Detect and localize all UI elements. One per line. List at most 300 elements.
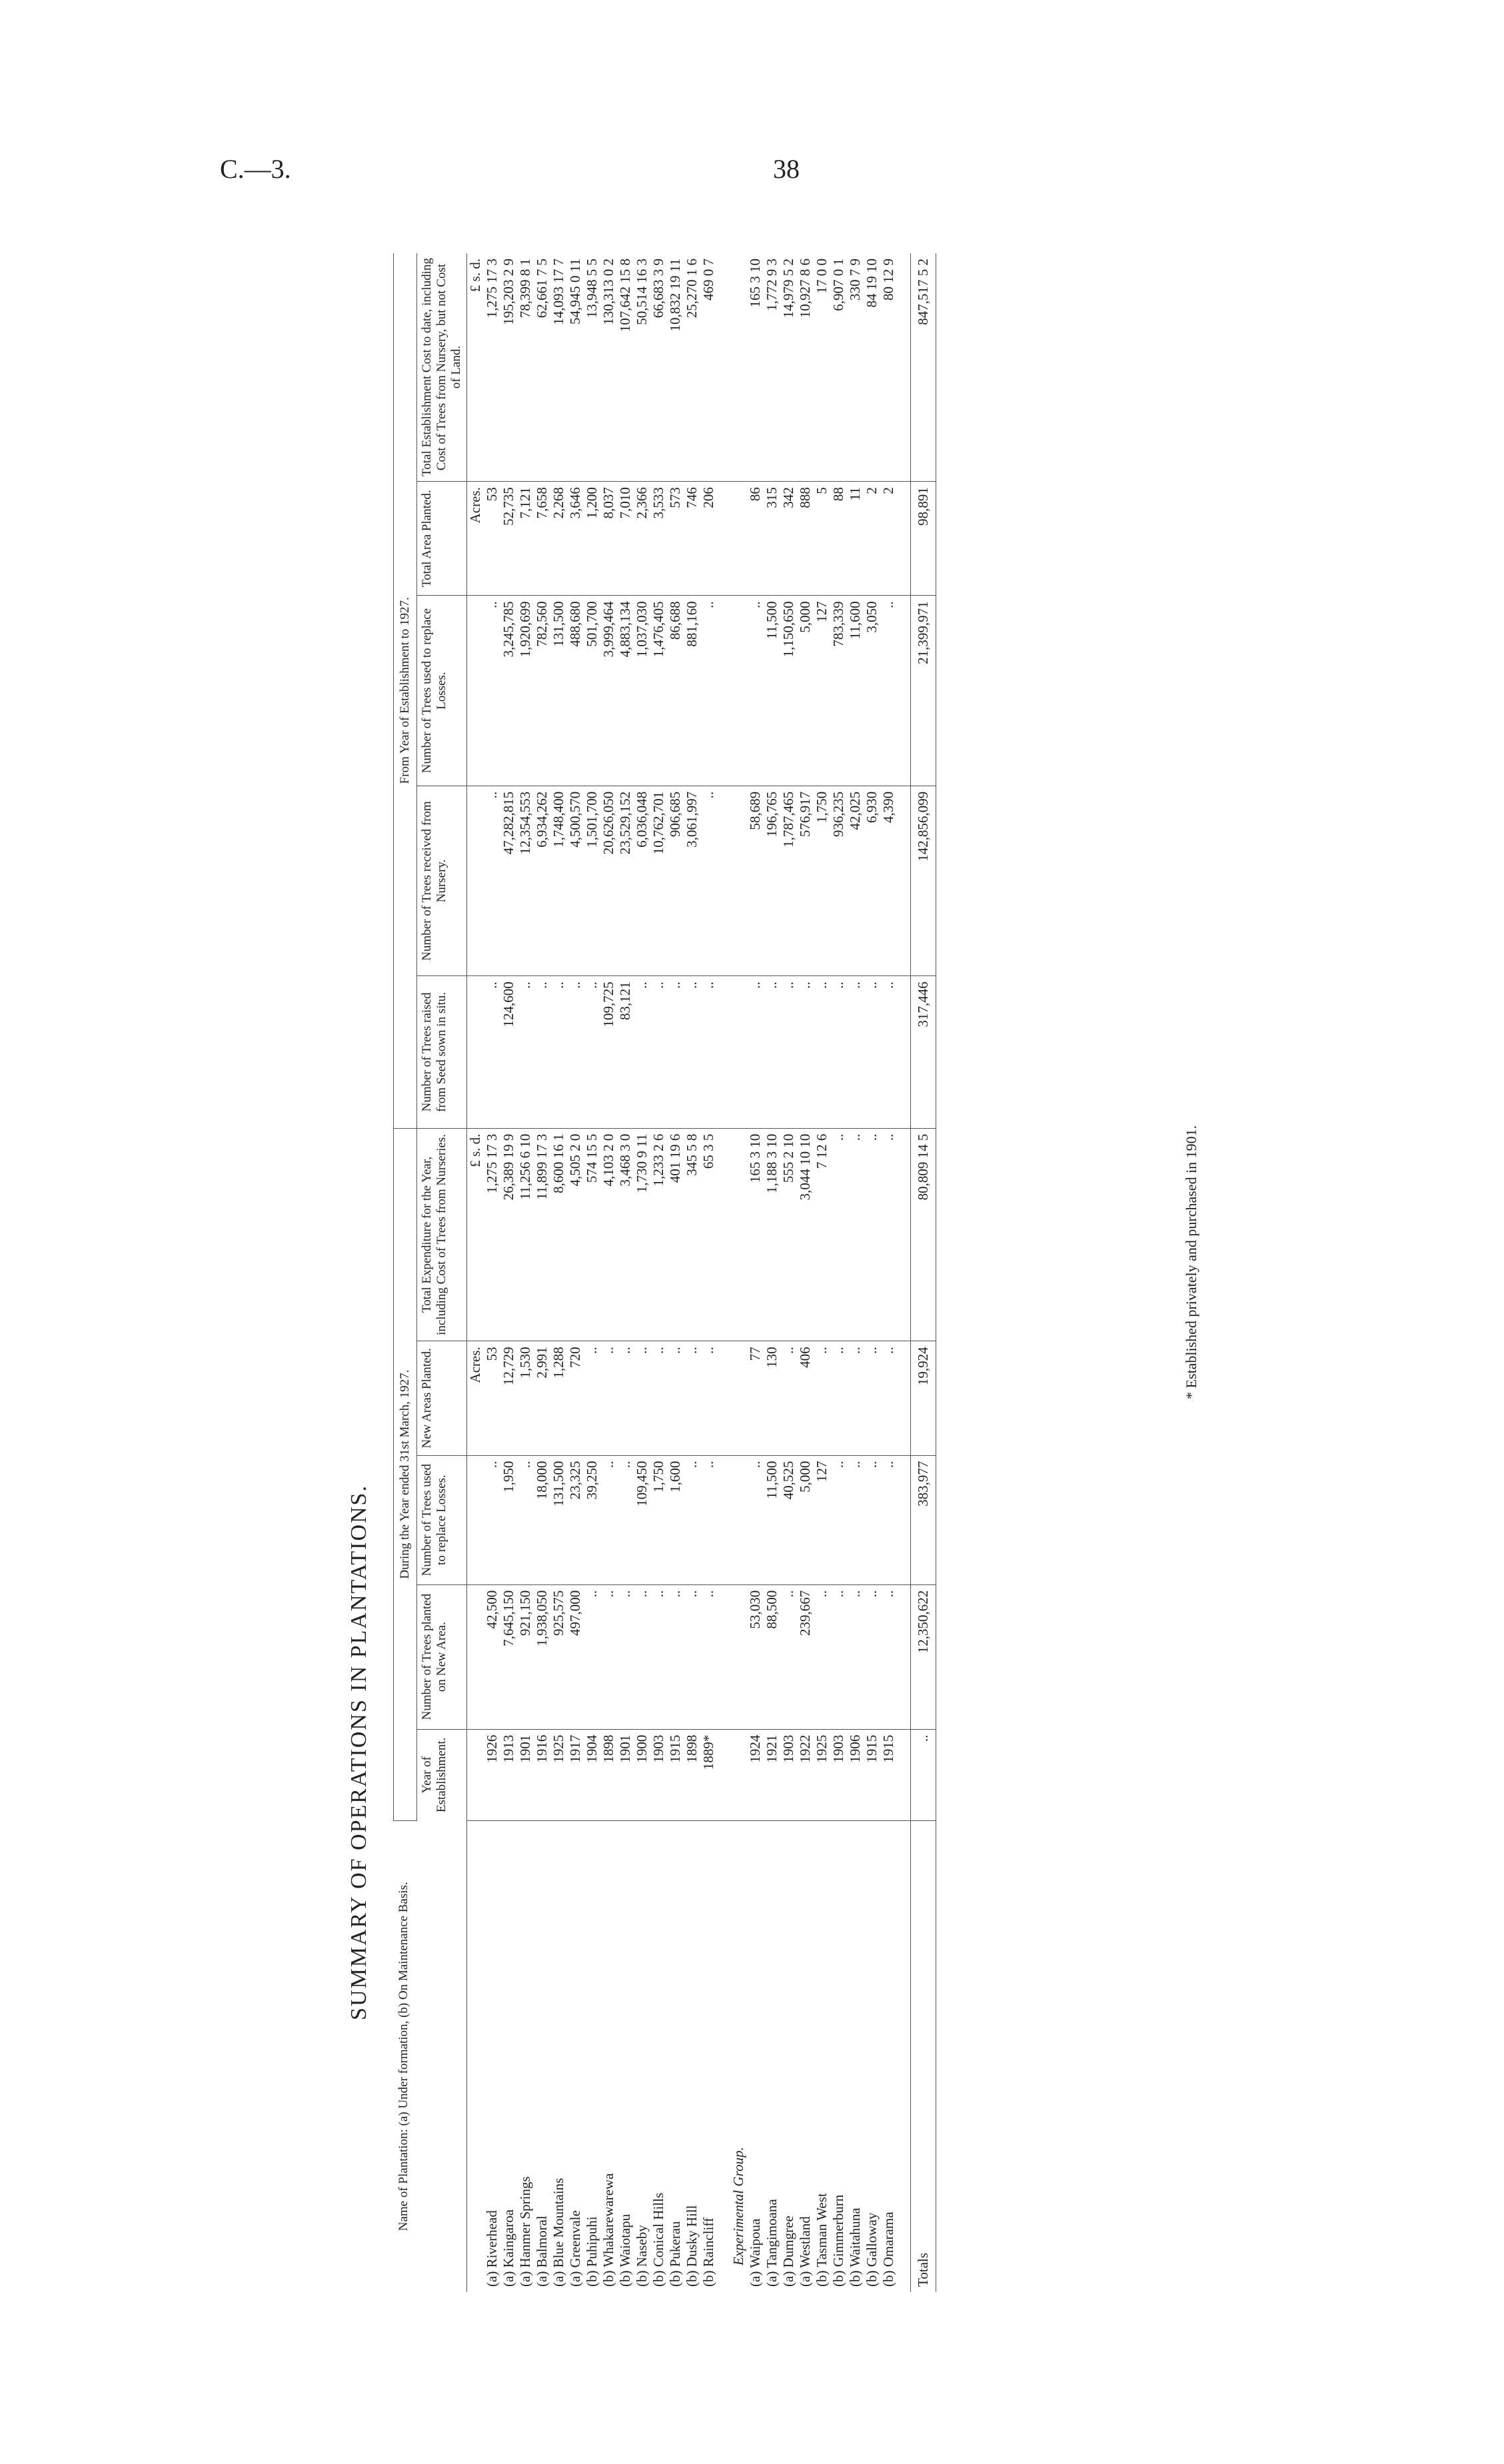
table-row (684, 253, 700, 2292)
cell-repl_t: 11,500 (764, 596, 780, 786)
table-row (584, 253, 600, 2292)
cell-nursery: 1,501,700 (584, 786, 600, 975)
cell-est: 1922 (797, 1729, 814, 1820)
cell-repl_t: 3,999,464 (600, 596, 617, 786)
cell-area: .. (667, 1341, 684, 1455)
cell-repl_t: 1,920,699 (517, 596, 534, 786)
cell-tarea: 573 (667, 482, 684, 596)
col-planted-new-header: Number of Trees planted on New Area. (417, 1584, 467, 1729)
cell-tarea: 7,658 (534, 482, 550, 596)
cell-area: .. (880, 1341, 897, 1455)
cell-tcost: 6,907 0 1 (830, 253, 847, 482)
cell-repl: .. (517, 1455, 534, 1584)
table-row (880, 253, 897, 2292)
table-row (567, 253, 584, 2292)
cell-repl: .. (684, 1455, 700, 1584)
cell-tcost: 78,399 8 1 (517, 253, 534, 482)
cell-est: 1913 (500, 1729, 517, 1820)
cell-repl: 1,750 (650, 1455, 667, 1584)
cell-repl_t: .. (747, 596, 764, 786)
cell-tarea: 11 (847, 482, 864, 596)
table-row (780, 253, 797, 2292)
cell-tcost: 14,979 5 2 (780, 253, 797, 482)
cell-name: (b) Tasman West (814, 2193, 830, 2287)
cell-exp: .. (847, 1128, 864, 1341)
cell-tarea: 342 (780, 482, 797, 596)
cell-est: 1925 (550, 1729, 567, 1820)
cell-exp: 4,103 2 0 (600, 1128, 617, 1341)
footnote: * Established privately and purchased in 1901. (1183, 1125, 1199, 1399)
cell-planted: 1,938,050 (534, 1584, 550, 1729)
table-row (764, 253, 780, 2292)
cell-name: (a) Hanmer Springs (517, 2176, 533, 2287)
cell-tarea: 1,200 (584, 482, 600, 596)
cell-est: 1901 (617, 1729, 634, 1820)
cell-est: 1901 (517, 1729, 534, 1820)
cell-tarea: 315 (764, 482, 780, 596)
cell-planted: .. (847, 1584, 864, 1729)
cell-seed: .. (667, 976, 684, 1128)
cell-seed: .. (847, 976, 864, 1128)
cell-nursery: 4,500,570 (567, 786, 584, 975)
cell-exp: 4,505 2 0 (567, 1128, 584, 1341)
cell-repl: 18,000 (534, 1455, 550, 1584)
cell-tarea: 7,121 (517, 482, 534, 596)
table-row (830, 253, 847, 2292)
cell-tcost: 66,683 3 9 (650, 253, 667, 482)
cell-est: .. (911, 1729, 936, 1820)
unit-acres-total: Acres. (467, 482, 484, 596)
col-received-nursery-header: Number of Trees received from Nursery. (417, 786, 467, 975)
cell-repl: .. (864, 1455, 880, 1584)
cell-exp: 1,233 2 6 (650, 1128, 667, 1341)
cell-tcost: 54,945 0 11 (567, 253, 584, 482)
cell-exp: 7 12 6 (814, 1128, 830, 1341)
cell-planted: 12,350,622 (911, 1584, 936, 1729)
cell-seed: .. (764, 976, 780, 1128)
cell-repl_t: .. (880, 596, 897, 786)
cell-nursery: 1,750 (814, 786, 830, 975)
cell-repl: .. (700, 1455, 717, 1584)
cell-repl: .. (880, 1455, 897, 1584)
col-expenditure-header: Total Expenditure for the Year, including Cost of Trees from Nurseries. (417, 1128, 467, 1341)
col-new-areas-header: New Areas Planted. (417, 1341, 467, 1455)
cell-exp: 1,275 17 3 (484, 1128, 500, 1341)
cell-planted: 925,575 (550, 1584, 567, 1729)
cell-exp: 1,730 9 11 (634, 1128, 650, 1341)
cell-tarea: 3,646 (567, 482, 584, 596)
cell-nursery: 3,061,997 (684, 786, 700, 975)
table-row (797, 253, 814, 2292)
cell-seed: .. (484, 976, 500, 1128)
cell-repl_t: 11,600 (847, 596, 864, 786)
cell-name: (b) Puhipuhi (584, 2216, 600, 2287)
cell-exp: 401 19 6 (667, 1128, 684, 1341)
plantations-table (393, 253, 936, 2292)
cell-planted: 239,667 (797, 1584, 814, 1729)
table-row (500, 253, 517, 2292)
cell-est: 1915 (864, 1729, 880, 1820)
cell-tcost: 1,772 9 3 (764, 253, 780, 482)
cell-exp: .. (864, 1128, 880, 1341)
experimental-group-label: Experimental Group. (730, 2147, 746, 2265)
cell-exp: .. (880, 1128, 897, 1341)
cell-planted: 42,500 (484, 1584, 500, 1729)
cell-seed: .. (584, 976, 600, 1128)
cell-name: (a) Blue Mountains (550, 2177, 566, 2287)
cell-seed: .. (634, 976, 650, 1128)
cell-tcost: 84 19 10 (864, 253, 880, 482)
cell-area: .. (584, 1341, 600, 1455)
cell-repl_t: 131,500 (550, 596, 567, 786)
table-row (747, 253, 764, 2292)
cell-repl_t: 783,339 (830, 596, 847, 786)
table-row (534, 253, 550, 2292)
col-year-est-header: Year of Establishment. (417, 1729, 467, 1820)
table-row (847, 253, 864, 2292)
table-row (667, 253, 684, 2292)
cell-repl_t: 86,688 (667, 596, 684, 786)
cell-area: .. (814, 1341, 830, 1455)
cell-nursery: 6,036,048 (634, 786, 650, 975)
cell-est: 1900 (634, 1729, 650, 1820)
cell-seed: 109,725 (600, 976, 617, 1128)
cell-name: (a) Greenvale (567, 2210, 583, 2287)
cell-exp: 1,188 3 10 (764, 1128, 780, 1341)
cell-seed: .. (517, 976, 534, 1128)
table-row (634, 253, 650, 2292)
table-title: SUMMARY OF OPERATIONS IN PLANTATIONS. (347, 1485, 371, 2020)
cell-area: .. (650, 1341, 667, 1455)
cell-repl: .. (747, 1455, 764, 1584)
cell-est: 1916 (534, 1729, 550, 1820)
cell-exp: 8,600 16 1 (550, 1128, 567, 1341)
cell-nursery: 6,934,262 (534, 786, 550, 975)
cell-tcost: 25,270 1 6 (684, 253, 700, 482)
cell-repl: 1,600 (667, 1455, 684, 1584)
cell-planted: 7,645,150 (500, 1584, 517, 1729)
cell-tcost: 62,661 7 5 (534, 253, 550, 482)
col-replace-year-header: Number of Trees used to replace Losses. (417, 1455, 467, 1584)
table-row (550, 253, 567, 2292)
cell-area: .. (600, 1341, 617, 1455)
table-body (467, 253, 936, 2292)
unit-acres: Acres. (467, 1341, 484, 1455)
cell-repl_t: 881,160 (684, 596, 700, 786)
table-row (814, 253, 830, 2292)
cell-planted: 497,000 (567, 1584, 584, 1729)
cell-seed: .. (880, 976, 897, 1128)
cell-repl_t: 21,399,971 (911, 596, 936, 786)
cell-repl_t: 5,000 (797, 596, 814, 786)
cell-tarea: 3,533 (650, 482, 667, 596)
cell-tarea: 5 (814, 482, 830, 596)
col-total-area-header: Total Area Planted. (417, 482, 467, 596)
cell-name: (b) Whakarewarewa (600, 2173, 616, 2287)
cell-name: (b) Raincliff (700, 2217, 716, 2287)
units-row (467, 253, 484, 2292)
cell-area: .. (617, 1341, 634, 1455)
cell-seed: .. (864, 976, 880, 1128)
unit-currency: £ s. d. (467, 1128, 484, 1341)
cell-repl: .. (617, 1455, 634, 1584)
cell-area: 12,729 (500, 1341, 517, 1455)
cell-exp: 574 15 5 (584, 1128, 600, 1341)
cell-seed: .. (567, 976, 584, 1128)
cell-nursery: 142,856,099 (911, 786, 936, 975)
cell-name: (b) Dusky Hill (684, 2205, 700, 2287)
cell-repl: .. (847, 1455, 864, 1584)
cell-tarea: 86 (747, 482, 764, 596)
cell-seed: 83,121 (617, 976, 634, 1128)
cell-est: 1903 (780, 1729, 797, 1820)
cell-planted: .. (634, 1584, 650, 1729)
cell-tarea: 2 (880, 482, 897, 596)
col-name-header: Name of Plantation: (a) Under formation, (b) On Maintenance Basis. (394, 1820, 467, 2292)
cell-exp: 65 3 5 (700, 1128, 717, 1341)
cell-name: (b) Waitahuna (847, 2207, 863, 2287)
col-total-cost-header: Total Establishment Cost to date, including Cost of Trees from Nursery, but not Cost of Land. (417, 253, 467, 482)
cell-est: 1898 (600, 1729, 617, 1820)
cell-tcost: 14,093 17 7 (550, 253, 567, 482)
cell-seed: .. (830, 976, 847, 1128)
cell-planted: .. (814, 1584, 830, 1729)
cell-name: (b) Waiotapu (617, 2213, 633, 2287)
cell-tarea: 52,735 (500, 482, 517, 596)
cell-exp: 3,468 3 0 (617, 1128, 634, 1341)
cell-seed: 317,446 (911, 976, 936, 1128)
cell-tarea: 88 (830, 482, 847, 596)
cell-name: Totals (911, 1820, 936, 2292)
cell-name: (b) Pukerau (667, 2221, 683, 2287)
cell-name: (b) Conical Hills (650, 2192, 666, 2287)
table-row (650, 253, 667, 2292)
cell-planted: .. (830, 1584, 847, 1729)
cell-area: 77 (747, 1341, 764, 1455)
cell-planted: .. (684, 1584, 700, 1729)
cell-name: (a) Balmoral (534, 2215, 550, 2287)
cell-area: .. (634, 1341, 650, 1455)
cell-seed: .. (684, 976, 700, 1128)
cell-seed: .. (700, 976, 717, 1128)
cell-planted: .. (600, 1584, 617, 1729)
cell-area: .. (684, 1341, 700, 1455)
cell-repl: 11,500 (764, 1455, 780, 1584)
cell-planted: 921,150 (517, 1584, 534, 1729)
cell-tarea: 2,268 (550, 482, 567, 596)
cell-exp: 26,389 19 9 (500, 1128, 517, 1341)
cell-tarea: 53 (484, 482, 500, 596)
cell-tarea: 206 (700, 482, 717, 596)
cell-tcost: 10,927 8 6 (797, 253, 814, 482)
cell-est: 1915 (667, 1729, 684, 1820)
cell-planted: .. (617, 1584, 634, 1729)
cell-name: (a) Waipoua (747, 2218, 763, 2287)
cell-tcost: 330 7 9 (847, 253, 864, 482)
cell-name: (b) Omarama (880, 2211, 896, 2287)
cell-tcost: 165 3 10 (747, 253, 764, 482)
table-row (484, 253, 500, 2292)
cell-tarea: 2,366 (634, 482, 650, 596)
cell-est: 1925 (814, 1729, 830, 1820)
cell-tarea: 2 (864, 482, 880, 596)
cell-repl_t: 782,560 (534, 596, 550, 786)
cell-nursery: 23,529,152 (617, 786, 634, 975)
cell-seed: .. (780, 976, 797, 1128)
cell-nursery: 42,025 (847, 786, 864, 975)
cell-tcost: 17 0 0 (814, 253, 830, 482)
cell-nursery: 906,685 (667, 786, 684, 975)
cell-seed: .. (550, 976, 567, 1128)
table-row (617, 253, 634, 2292)
cell-est: 1917 (567, 1729, 584, 1820)
cell-tarea: 746 (684, 482, 700, 596)
cell-name: (a) Kaingaroa (500, 2209, 516, 2287)
col-replace-total-header: Number of Trees used to replace Losses. (417, 596, 467, 786)
cell-name: (b) Galloway (864, 2212, 880, 2287)
cell-planted: .. (650, 1584, 667, 1729)
cell-tarea: 98,891 (911, 482, 936, 596)
cell-nursery: 1,787,465 (780, 786, 797, 975)
cell-area: 1,288 (550, 1341, 567, 1455)
cell-repl: 23,325 (567, 1455, 584, 1584)
rotated-table-block (347, 253, 1266, 2292)
cell-exp: 11,899 17 3 (534, 1128, 550, 1341)
cell-seed: .. (534, 976, 550, 1128)
cell-planted: 88,500 (764, 1584, 780, 1729)
cell-exp: 80,809 14 5 (911, 1128, 936, 1341)
cell-repl: 109,450 (634, 1455, 650, 1584)
cell-est: 1904 (584, 1729, 600, 1820)
cell-nursery: 936,235 (830, 786, 847, 975)
cell-repl_t: 127 (814, 596, 830, 786)
unit-currency-total: £ s. d. (467, 253, 484, 482)
cell-area: .. (830, 1341, 847, 1455)
cell-repl: 39,250 (584, 1455, 600, 1584)
table-row (700, 253, 717, 2292)
cell-name: (a) Tangimoana (764, 2199, 780, 2287)
cell-repl: .. (600, 1455, 617, 1584)
cell-planted: 53,030 (747, 1584, 764, 1729)
cell-repl: 383,977 (911, 1455, 936, 1584)
cell-seed: 124,600 (500, 976, 517, 1128)
cell-est: 1898 (684, 1729, 700, 1820)
totals-row (911, 253, 936, 2292)
cell-seed: .. (650, 976, 667, 1128)
cell-name: (a) Westland (797, 2216, 813, 2287)
cell-exp: 345 5 8 (684, 1128, 700, 1341)
experimental-group-row (730, 253, 747, 2292)
cell-tarea: 7,010 (617, 482, 634, 596)
cell-repl: 5,000 (797, 1455, 814, 1584)
cell-repl_t: 1,037,030 (634, 596, 650, 786)
cell-est: 1921 (764, 1729, 780, 1820)
cell-nursery: 6,930 (864, 786, 880, 975)
cell-area: 720 (567, 1341, 584, 1455)
cell-exp: 3,044 10 10 (797, 1128, 814, 1341)
table-row (864, 253, 880, 2292)
cell-repl_t: 1,476,405 (650, 596, 667, 786)
cell-area: 1,530 (517, 1341, 534, 1455)
cell-est: 1903 (830, 1729, 847, 1820)
cell-nursery: 12,354,553 (517, 786, 534, 975)
page-reference: C.—3. (220, 154, 291, 184)
cell-nursery: 196,765 (764, 786, 780, 975)
cell-tarea: 8,037 (600, 482, 617, 596)
cell-est: 1906 (847, 1729, 864, 1820)
cell-area: .. (780, 1341, 797, 1455)
cell-repl_t: .. (700, 596, 717, 786)
cell-area: .. (847, 1341, 864, 1455)
cell-est: 1889* (700, 1729, 717, 1820)
cell-repl: 131,500 (550, 1455, 567, 1584)
cell-nursery: 4,390 (880, 786, 897, 975)
cell-area: 53 (484, 1341, 500, 1455)
cell-exp: 165 3 10 (747, 1128, 764, 1341)
cell-seed: .. (747, 976, 764, 1128)
cell-tcost: 50,514 16 3 (634, 253, 650, 482)
cell-repl_t: 488,680 (567, 596, 584, 786)
cell-tcost: 107,642 15 8 (617, 253, 634, 482)
cell-planted: .. (780, 1584, 797, 1729)
cell-name: (b) Naseby (634, 2225, 650, 2287)
cell-repl_t: 1,150,650 (780, 596, 797, 786)
cell-name: (a) Dumgree (780, 2215, 796, 2287)
table-row (600, 253, 617, 2292)
cell-area: 2,991 (534, 1341, 550, 1455)
cell-repl: 127 (814, 1455, 830, 1584)
cell-repl: 1,950 (500, 1455, 517, 1584)
cell-est: 1915 (880, 1729, 897, 1820)
cell-est: 1903 (650, 1729, 667, 1820)
cell-tcost: 80 12 9 (880, 253, 897, 482)
cell-tcost: 130,313 0 2 (600, 253, 617, 482)
cell-area: .. (864, 1341, 880, 1455)
cell-area: 406 (797, 1341, 814, 1455)
table-row (517, 253, 534, 2292)
cell-area: .. (700, 1341, 717, 1455)
cell-name: (a) Riverhead (484, 2210, 500, 2287)
cell-area: 130 (764, 1341, 780, 1455)
cell-nursery: 20,626,050 (600, 786, 617, 975)
cell-exp: .. (830, 1128, 847, 1341)
cell-planted: .. (584, 1584, 600, 1729)
cell-nursery: 47,282,815 (500, 786, 517, 975)
page-number: 38 (773, 154, 800, 184)
cell-exp: 555 2 10 (780, 1128, 797, 1341)
cell-repl_t: 3,245,785 (500, 596, 517, 786)
cell-repl_t: .. (484, 596, 500, 786)
cell-area: 19,924 (911, 1341, 936, 1455)
cell-nursery: 576,917 (797, 786, 814, 975)
cell-planted: .. (700, 1584, 717, 1729)
cell-repl: .. (830, 1455, 847, 1584)
cell-seed: .. (797, 976, 814, 1128)
cell-repl: 40,525 (780, 1455, 797, 1584)
cell-repl_t: 501,700 (584, 596, 600, 786)
group-establishment-header: From Year of Establishment to 1927. (394, 253, 417, 1128)
cell-planted: .. (864, 1584, 880, 1729)
group-year-header: During the Year ended 31st March, 1927. (394, 1128, 417, 1820)
cell-repl_t: 3,050 (864, 596, 880, 786)
cell-tcost: 847,517 5 2 (911, 253, 936, 482)
cell-nursery: .. (484, 786, 500, 975)
cell-tcost: 195,203 2 9 (500, 253, 517, 482)
cell-tcost: 10,832 19 11 (667, 253, 684, 482)
cell-tcost: 13,948 5 5 (584, 253, 600, 482)
cell-seed: .. (814, 976, 830, 1128)
cell-nursery: 58,689 (747, 786, 764, 975)
